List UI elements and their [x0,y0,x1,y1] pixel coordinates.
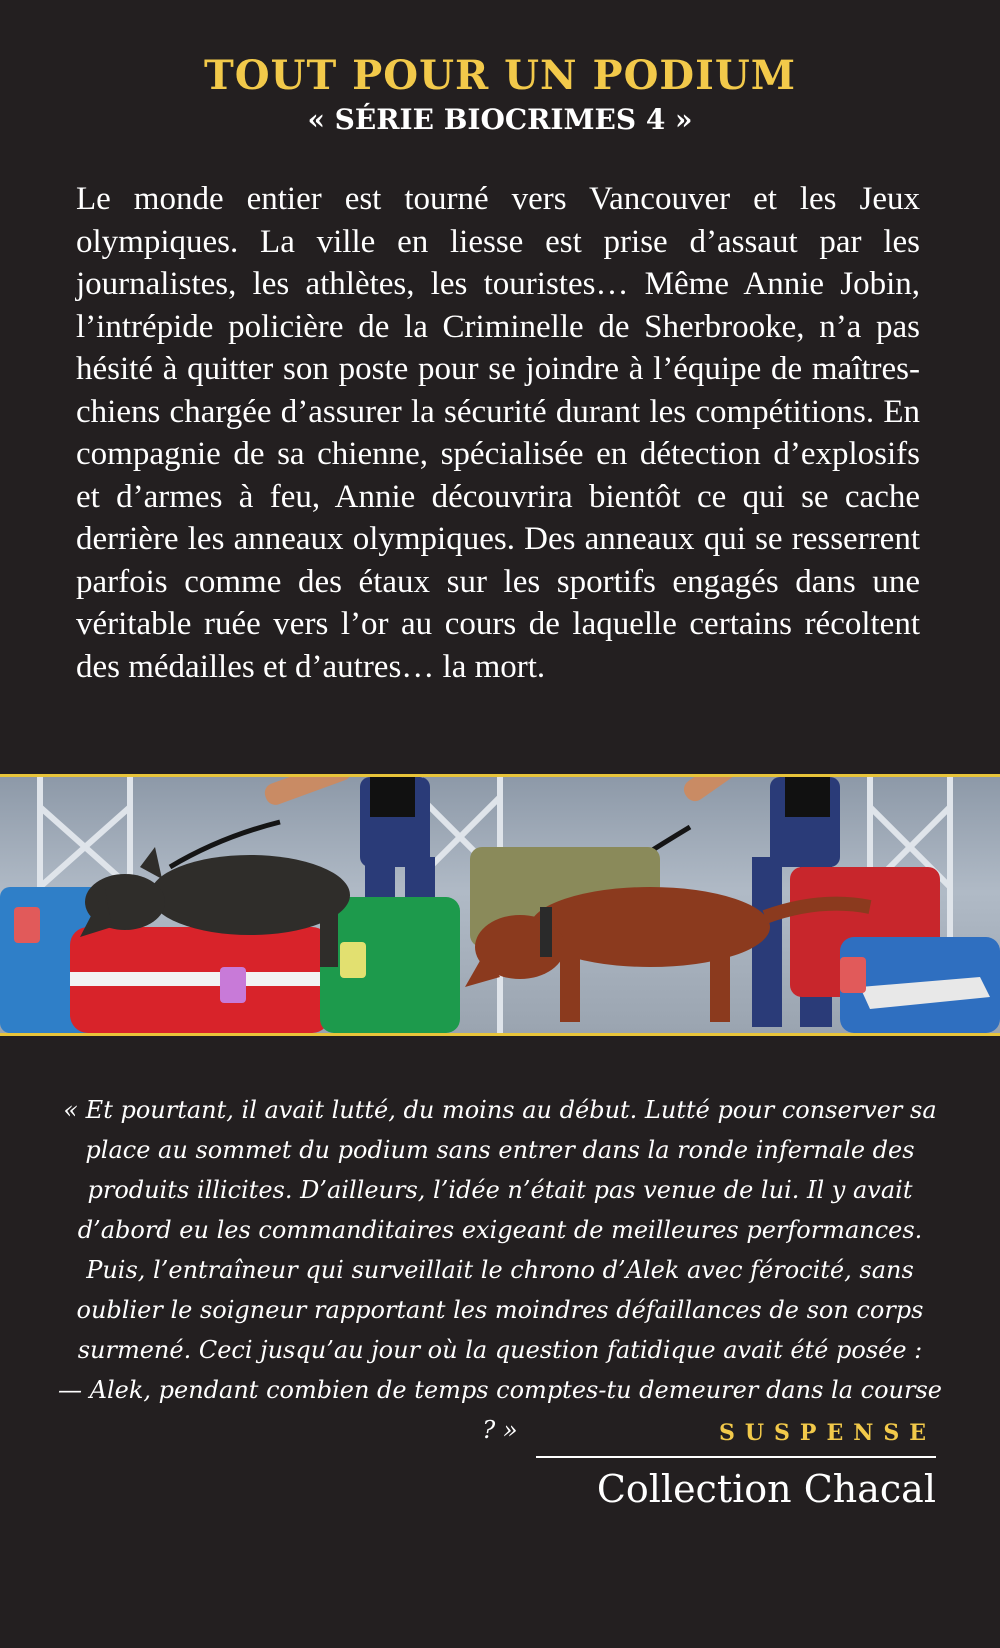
handler-arms [262,777,766,808]
luggage-tag [14,907,40,943]
series-subtitle: « SÉRIE BIOCRIMES 4 » [307,103,693,136]
luggage-tag [840,957,866,993]
cover-illustration [0,774,1000,1036]
genre-label: SUSPENSE [718,1420,936,1446]
excerpt-paragraph: « Et pourtant, il avait lutté, du moins au début. Lutté pour conserver sa place au sommet du podium sans entrer dans la ronde infernale des produits illicites. D’ailleurs, l’idée n’était pas venue de lui. Il y avait d’abord eu les commanditaires exigeant de meilleures performances. Puis, l’entraîneur qui surveillait le chrono d’Alek avec férocité, sans oublier le soigneur rapportant les moindres défaillances de son corps surmené. Ceci jusqu’au jour où la question fatidique avait été posée : [63,1096,937,1364]
suitcase-red-stripe [70,972,330,986]
luggage-tag [220,967,246,1003]
luggage-tag [340,942,366,978]
divider [536,1456,936,1458]
excerpt-quote [56,1090,944,1450]
excerpt-dialogue: — Alek, pendant combien de temps comptes-tu demeurer dans la course ? » [58,1376,942,1444]
book-title: TOUT POUR UN PODIUM [203,52,796,99]
collection-name: Collection Chacal [596,1467,936,1511]
back-cover-blurb: Le monde entier est tourné vers Vancouver et les Jeux olympiques. La ville en liesse est prise d’assaut par les journalistes, les athlètes, les touristes… Même Annie Jobin, l’intrépide policière de la Criminelle de Sherbrooke, n’a pas hésité à quitter son poste pour se joindre à l’équipe de maîtres-chiens chargée d’assurer la sécurité durant les compétitions. En compagnie de sa chienne, spécialisée en détection d’explosifs et d’armes à feu, Annie découvrira bientôt ce qui se cache derrière les anneaux olympiques. Des anneaux qui se resserrent parfois comme des étaux sur les sportifs engagés dans une véritable ruée vers l’or au cours de laquelle certains récoltent des médailles et d’autres… la mort. [76,181,920,685]
